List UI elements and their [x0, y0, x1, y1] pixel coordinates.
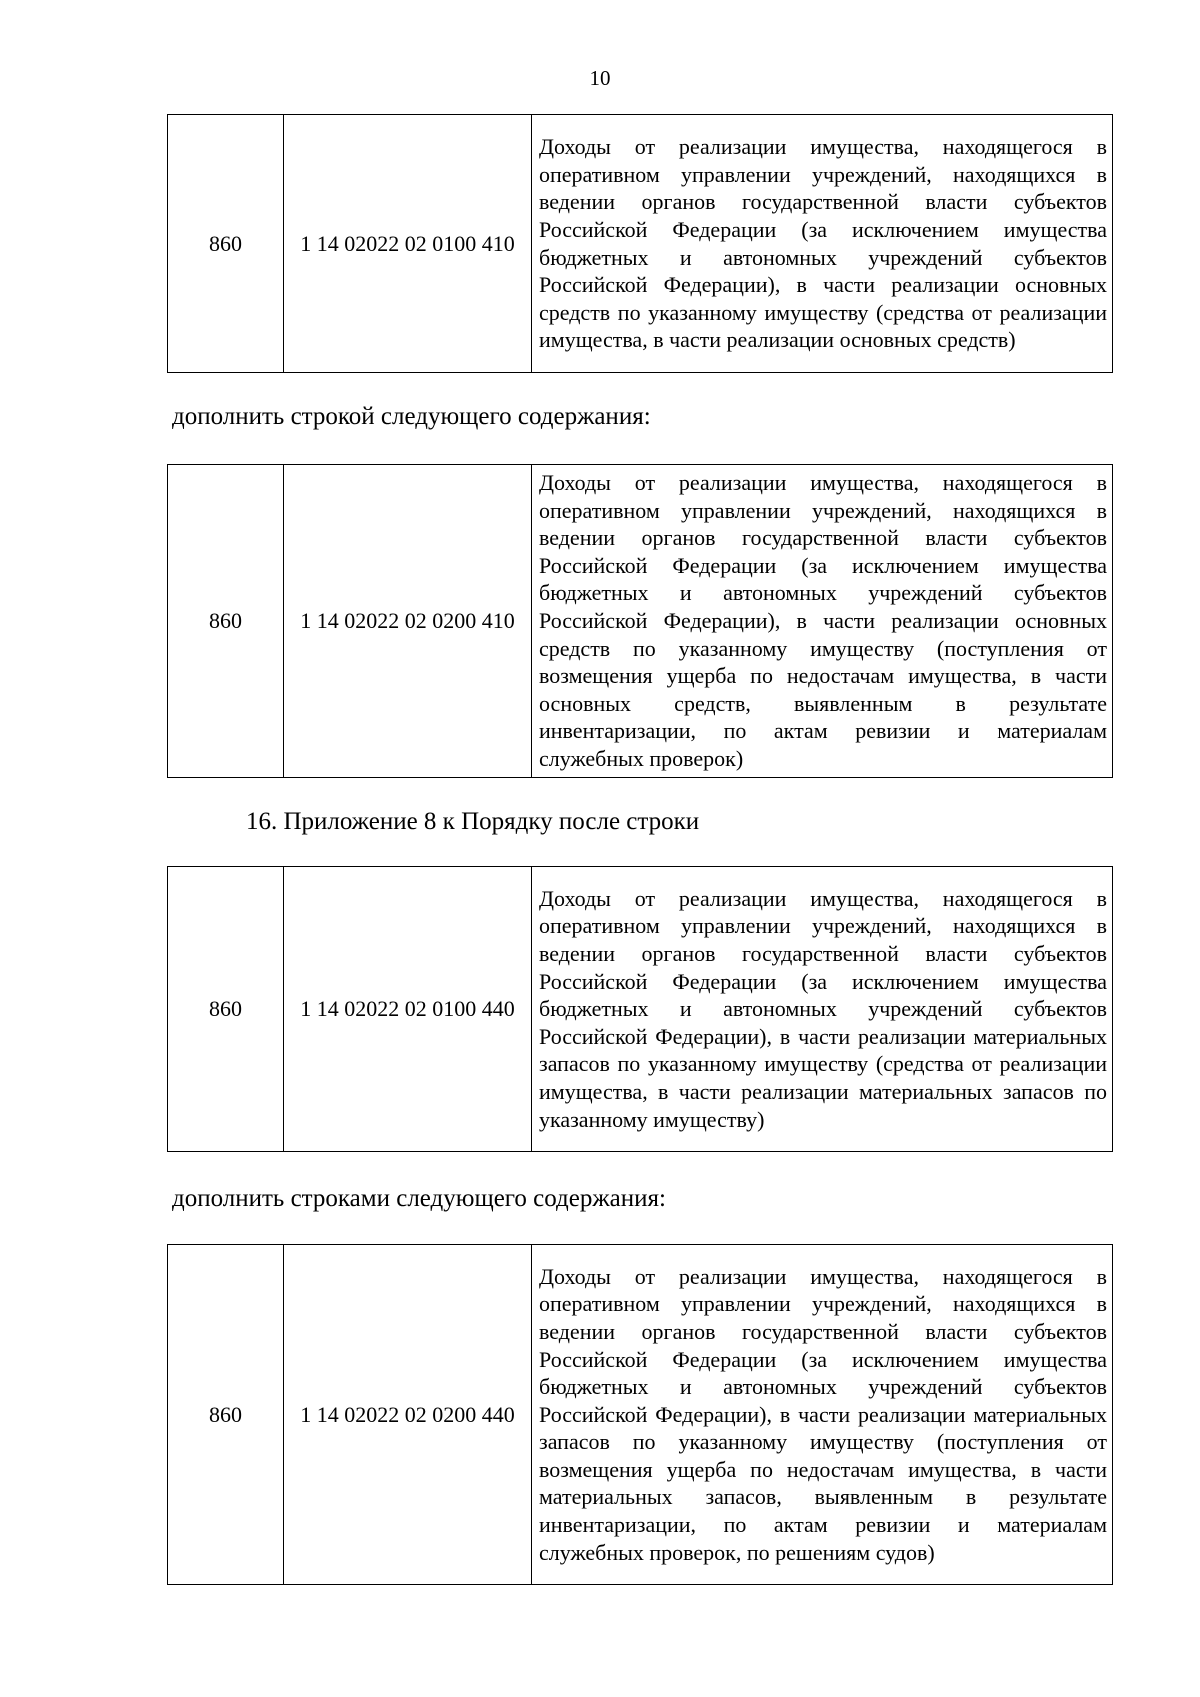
- page-number: 10: [589, 66, 611, 90]
- table-row: [168, 867, 1113, 1152]
- budget-code-table-4: [167, 1244, 1113, 1585]
- budget-code-table-3: [167, 866, 1113, 1152]
- add-rows-paragraph: дополнить строками следующего содержания:: [172, 1185, 666, 1212]
- admin-code-cell: 860: [168, 465, 284, 778]
- kbk-code-cell: 1 14 02022 02 0100 410: [284, 115, 532, 373]
- kbk-code-cell: 1 14 02022 02 0100 440: [284, 867, 532, 1152]
- budget-code-table-1: [167, 114, 1113, 373]
- admin-code-cell: 860: [168, 867, 284, 1152]
- table-row: [168, 115, 1113, 373]
- description-cell: Доходы от реализации имущества, находящегося в оперативном управлении учреждений, находящихся в ведении органов государственной власти субъектов Российской Федерации (за исключением имущества бюджетных и автономных учреждений субъектов Российской Федерации), в части реализации основных средств по указанному имуществу (средства от реализации имущества, в части реализации основных средств): [532, 115, 1113, 373]
- admin-code-cell: 860: [168, 115, 284, 373]
- kbk-code-cell: 1 14 02022 02 0200 410: [284, 465, 532, 778]
- section-16-heading: 16. Приложение 8 к Порядку после строки: [246, 808, 700, 835]
- table-row: [168, 465, 1113, 778]
- budget-code-table-2: [167, 464, 1113, 778]
- description-cell: Доходы от реализации имущества, находящегося в оперативном управлении учреждений, находящихся в ведении органов государственной власти субъектов Российской Федерации (за исключением имущества бюджетных и автономных учреждений субъектов Российской Федерации), в части реализации материальных запасов по указанному имуществу (поступления от возмещения ущерба по недостачам имущества, в части материальных запасов, выявленным в результате инвентаризации, по актам ревизии и материалам служебных проверок, по решениям судов): [532, 1245, 1113, 1585]
- description-cell: Доходы от реализации имущества, находящегося в оперативном управлении учреждений, находящихся в ведении органов государственной власти субъектов Российской Федерации (за исключением имущества бюджетных и автономных учреждений субъектов Российской Федерации), в части реализации материальных запасов по указанному имуществу (средства от реализации имущества, в части реализации материальных запасов по указанному имуществу): [532, 867, 1113, 1152]
- add-row-paragraph: дополнить строкой следующего содержания:: [172, 403, 651, 430]
- description-cell: Доходы от реализации имущества, находящегося в оперативном управлении учреждений, находящихся в ведении органов государственной власти субъектов Российской Федерации (за исключением имущества бюджетных и автономных учреждений субъектов Российской Федерации), в части реализации основных средств по указанному имуществу (поступления от возмещения ущерба по недостачам имущества, в части основных средств, выявленным в результате инвентаризации, по актам ревизии и материалам служебных проверок): [532, 465, 1113, 778]
- table-row: [168, 1245, 1113, 1585]
- kbk-code-cell: 1 14 02022 02 0200 440: [284, 1245, 532, 1585]
- admin-code-cell: 860: [168, 1245, 284, 1585]
